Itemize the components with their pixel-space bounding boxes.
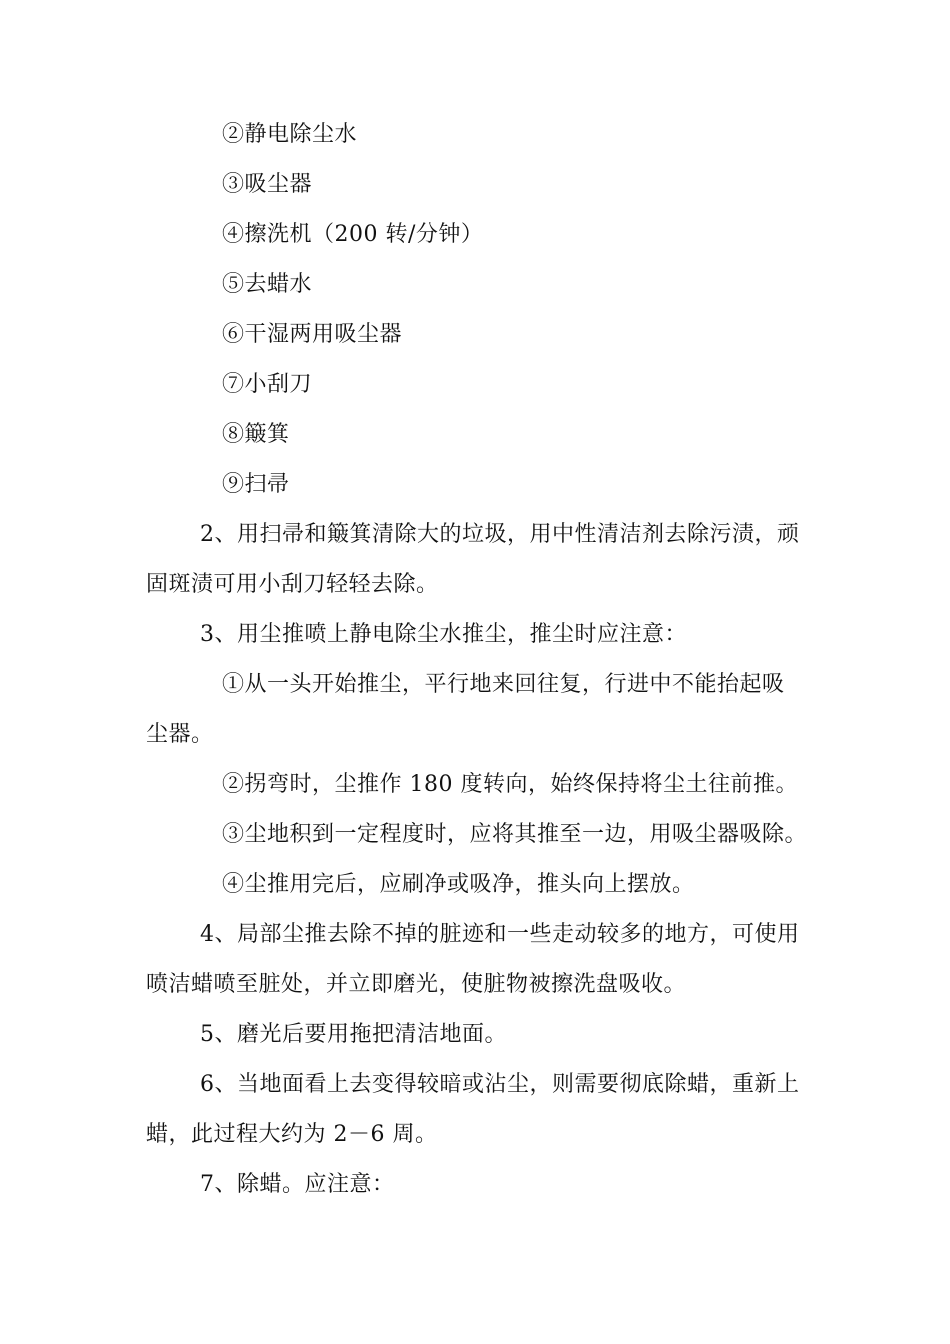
step-2-paragraph: 2、用扫帚和簸箕清除大的垃圾，用中性清洁剂去除污渍，顽 (200, 522, 800, 547)
step-3-note-3: ③尘地积到一定程度时，应将其推至一边，用吸尘器吸除。 (222, 822, 808, 847)
step-5-paragraph: 5、磨光后要用拖把清洁地面。 (200, 1022, 507, 1047)
equipment-item-3: ③吸尘器 (222, 172, 313, 197)
equipment-item-6: ⑥干湿两用吸尘器 (222, 322, 403, 347)
equipment-item-5: ⑤去蜡水 (222, 272, 313, 297)
step-3-note-1: ①从一头开始推尘，平行地来回往复，行进中不能抬起吸 (222, 672, 785, 697)
step-6-continuation: 蜡，此过程大约为 2－6 周。 (146, 1122, 438, 1147)
step-4-continuation: 喷洁蜡喷至脏处，并立即磨光，使脏物被擦洗盘吸收。 (146, 972, 687, 997)
step-3-note-4: ④尘推用完后，应刷净或吸净，推头向上摆放。 (222, 872, 695, 897)
equipment-item-8: ⑧簸箕 (222, 422, 290, 447)
equipment-item-4: ④擦洗机（200 转/分钟） (222, 222, 484, 247)
step-3-note-1-continuation: 尘器。 (146, 722, 214, 747)
step-3-paragraph: 3、用尘推喷上静电除尘水推尘，推尘时应注意： (200, 622, 687, 647)
step-3-note-2: ②拐弯时，尘推作 180 度转向，始终保持将尘土往前推。 (222, 772, 798, 797)
step-4-paragraph: 4、局部尘推去除不掉的脏迹和一些走动较多的地方，可使用 (200, 922, 800, 947)
equipment-item-7: ⑦小刮刀 (222, 372, 313, 397)
step-6-paragraph: 6、当地面看上去变得较暗或沾尘，则需要彻底除蜡，重新上 (200, 1072, 800, 1097)
equipment-item-2: ②静电除尘水 (222, 122, 358, 147)
step-2-continuation: 固斑渍可用小刮刀轻轻去除。 (146, 572, 439, 597)
step-7-paragraph: 7、除蜡。应注意： (200, 1172, 395, 1197)
equipment-item-9: ⑨扫帚 (222, 472, 290, 497)
